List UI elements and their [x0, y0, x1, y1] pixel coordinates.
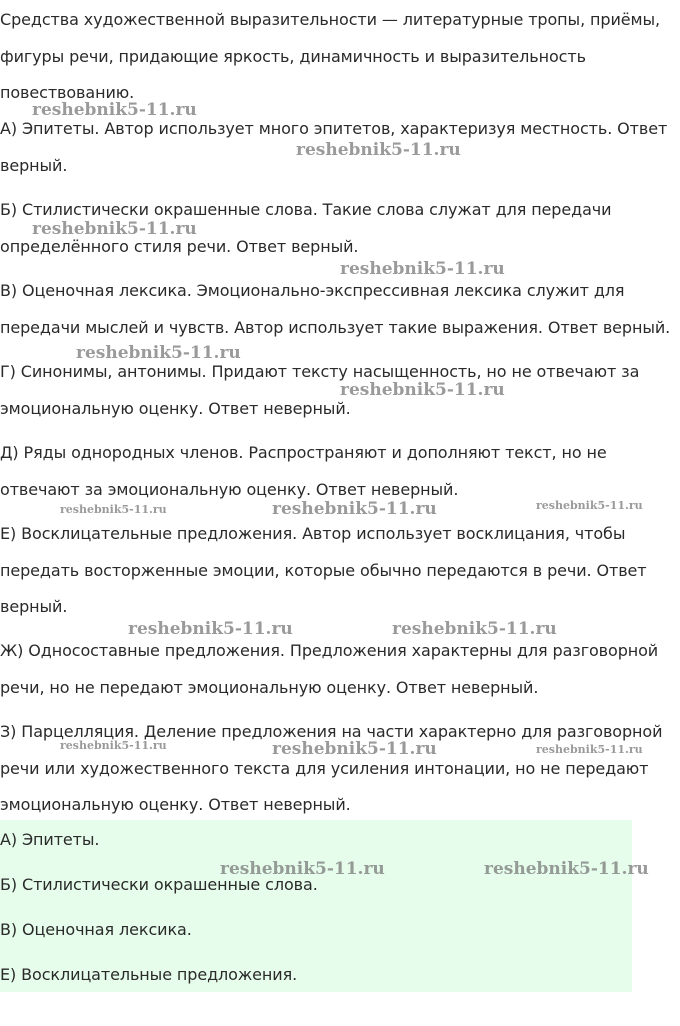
watermark: reshebnik5-11.ru: [60, 739, 167, 752]
watermark: reshebnik5-11.ru: [340, 259, 505, 279]
answer-item: А) Эпитеты.: [0, 830, 100, 849]
watermark: reshebnik5-11.ru: [536, 499, 643, 512]
item-a: А) Эпитеты. Автор использует много эпитетов, характеризуя местность. Ответ верный.: [0, 119, 668, 175]
answer-item: В) Оценочная лексика.: [0, 920, 192, 939]
answer-item: Б) Стилистически окрашенные слова.: [0, 875, 318, 894]
watermark: reshebnik5-11.ru: [536, 743, 643, 756]
watermark: reshebnik5-11.ru: [220, 859, 385, 879]
item-e: Е) Восклицательные предложения. Автор использует восклицания, чтобы передать восторженные эмоции, которые обычно передаются в речи. Ответ верный.: [0, 524, 647, 616]
answer-block: [0, 820, 632, 992]
watermark: reshebnik5-11.ru: [60, 503, 167, 516]
item-v: В) Оценочная лексика. Эмоционально-экспрессивная лексика служит для передачи мыслей и чувств. Автор использует такие выражения. Ответ верный.: [0, 281, 671, 337]
item-z: З) Парцелляция. Деление предложения на части характерно для разговорной речи или художественного текста для усиления интонации, но не передают эмоциональную оценку. Ответ неверный.: [0, 722, 663, 814]
item-d: Д) Ряды однородных членов. Распространяют и дополняют текст, но не отвечают за эмоциональную оценку. Ответ неверный.: [0, 443, 607, 499]
watermark: reshebnik5-11.ru: [128, 619, 293, 639]
watermark: reshebnik5-11.ru: [272, 739, 437, 759]
answer-item: Е) Восклицательные предложения.: [0, 965, 298, 984]
watermark: reshebnik5-11.ru: [32, 219, 197, 239]
intro-paragraph: Средства художественной выразительности — литературные тропы, приёмы, фигуры речи, придающие яркость, динамичность и выразительность повествованию.: [0, 10, 660, 102]
watermark: reshebnik5-11.ru: [32, 100, 197, 120]
watermark: reshebnik5-11.ru: [340, 380, 505, 400]
watermark: reshebnik5-11.ru: [484, 859, 649, 879]
watermark: reshebnik5-11.ru: [272, 499, 437, 519]
item-zh: Ж) Односоставные предложения. Предложения характерны для разговорной речи, но не передают эмоциональную оценку. Ответ неверный.: [0, 641, 659, 697]
item-g: Г) Синонимы, антонимы. Придают тексту насыщенность, но не отвечают за эмоциональную оценку. Ответ неверный.: [0, 362, 640, 418]
item-b: Б) Стилистически окрашенные слова. Такие слова служат для передачи определённого стиля речи. Ответ верный.: [0, 200, 612, 256]
watermark: reshebnik5-11.ru: [76, 343, 241, 363]
watermark: reshebnik5-11.ru: [392, 619, 557, 639]
watermark: reshebnik5-11.ru: [296, 140, 461, 160]
